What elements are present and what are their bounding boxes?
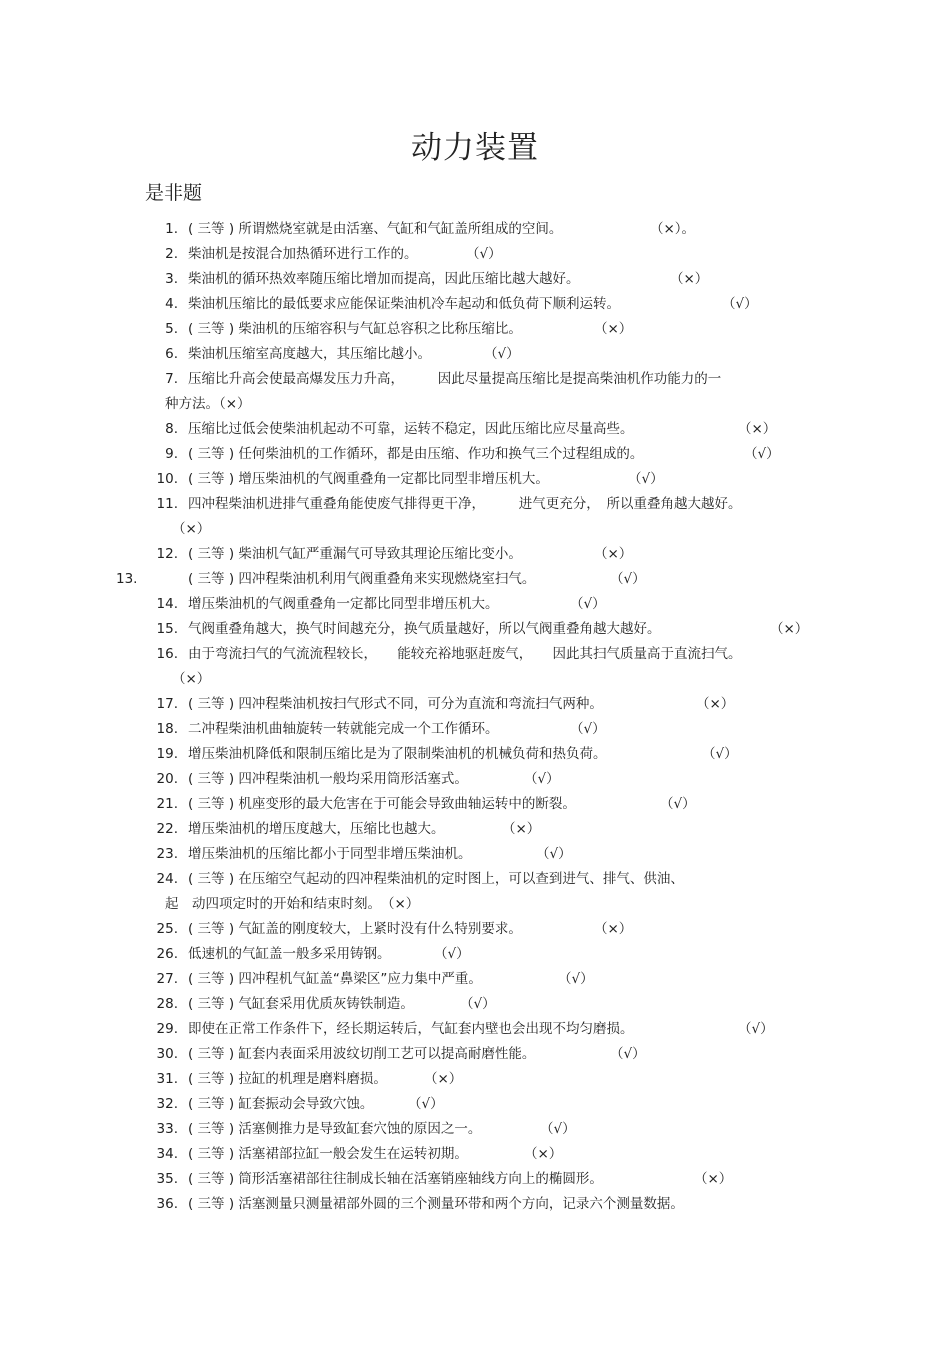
answer-mark: （√） (744, 446, 780, 462)
question-text: ( 三等 ) 任何柴油机的工作循环，都是由压缩、作功和换气三个过程组成的。 (188, 446, 644, 462)
answer-mark: （×） (694, 1171, 733, 1187)
answer-mark: （×） (670, 271, 709, 287)
question-number: 15. (156, 621, 178, 637)
question-item (0, 617, 950, 642)
question-number: 34. (156, 1146, 178, 1162)
question-item (0, 692, 950, 717)
question-item (0, 642, 950, 692)
answer-mark: （×） (424, 1071, 463, 1087)
question-item (0, 842, 950, 867)
answer-mark: （√） (460, 996, 496, 1012)
question-text: ( 三等 ) 四冲程柴油机按扫气形式不同，可分为直流和弯流扫气两种。 (188, 696, 603, 712)
question-item (0, 742, 950, 767)
question-text: 柴油机压缩比的最低要求应能保证柴油机冷车起动和低负荷下顺利运转。 (188, 296, 620, 312)
question-item (0, 792, 950, 817)
question-number: 23. (156, 846, 178, 862)
question-item (0, 542, 950, 567)
answer-mark: （√） (628, 471, 664, 487)
question-number: 22. (156, 821, 178, 837)
answer-mark: （√） (570, 721, 606, 737)
question-text: 压缩比过低会使柴油机起动不可靠，运转不稳定，因此压缩比应尽量高些。 (188, 421, 634, 437)
question-item (0, 317, 950, 342)
question-number: 7. (165, 371, 178, 387)
question-item (0, 342, 950, 367)
question-number: 14. (156, 596, 178, 612)
question-text: 增压柴油机降低和限制压缩比是为了限制柴油机的机械负荷和热负荷。 (188, 746, 607, 762)
question-text: ( 三等 ) 活塞测量只测量裙部外圆的三个测量环带和两个方向，记录六个测量数据。 (188, 1196, 684, 1212)
question-item (0, 417, 950, 442)
question-number: 27. (156, 971, 178, 987)
question-text: ( 三等 ) 在压缩空气起动的四冲程柴油机的定时图上，可以查到进气、排气、供油、 (188, 871, 684, 887)
question-item (0, 817, 950, 842)
question-text: 压缩比升高会使最高爆发压力升高， 因此尽量提高压缩比是提高柴油机作功能力的一 (188, 371, 722, 387)
question-text: ( 三等 ) 缸套振动会导致穴蚀。 (188, 1096, 374, 1112)
question-item (0, 1067, 950, 1092)
question-number: 30. (156, 1046, 178, 1062)
question-text: 增压柴油机的气阀重叠角一定都比同型非增压机大。 (188, 596, 499, 612)
question-item (0, 567, 950, 592)
answer-mark: （√） (434, 946, 470, 962)
question-number: 18. (156, 721, 178, 737)
question-item (0, 717, 950, 742)
question-text: ( 三等 ) 增压柴油机的气阀重叠角一定都比同型非增压机大。 (188, 471, 549, 487)
answer-mark: （√） (610, 571, 646, 587)
question-item (0, 1142, 950, 1167)
question-text: 二冲程柴油机曲轴旋转一转就能完成一个工作循环。 (188, 721, 499, 737)
question-number: 24. (156, 871, 178, 887)
section-heading: 是非题 (145, 182, 203, 204)
question-item (0, 367, 950, 417)
question-number: 1. (165, 221, 178, 237)
question-number: 3. (165, 271, 178, 287)
question-number: 6. (165, 346, 178, 362)
question-text: ( 三等 ) 柴油机的压缩容积与气缸总容积之比称压缩比。 (188, 321, 522, 337)
answer-mark: （×） (502, 821, 541, 837)
answer-mark: （×） (738, 421, 777, 437)
question-text: 柴油机是按混合加热循环进行工作的。 (188, 246, 418, 262)
question-item (0, 267, 950, 292)
question-text: ( 三等 ) 气缸盖的刚度较大，上紧时没有什么特别要求。 (188, 921, 522, 937)
question-number: 26. (156, 946, 178, 962)
question-text-continued: （×） (172, 521, 211, 537)
answer-mark: （√） (738, 1021, 774, 1037)
answer-mark: （√） (660, 796, 696, 812)
question-number: 28. (156, 996, 178, 1012)
answer-mark: （×） (594, 546, 633, 562)
question-text-continued: 种方法。（×） (165, 396, 251, 412)
question-text: 低速机的气缸盖一般多采用铸钢。 (188, 946, 391, 962)
answer-mark: （√） (540, 1121, 576, 1137)
question-text: 气阀重叠角越大，换气时间越充分，换气质量越好，所以气阀重叠角越大越好。 (188, 621, 661, 637)
question-text: ( 三等 ) 活塞裙部拉缸一般会发生在运转初期。 (188, 1146, 468, 1162)
question-number: 35. (156, 1171, 178, 1187)
question-item (0, 467, 950, 492)
question-item (0, 942, 950, 967)
question-number: 19. (156, 746, 178, 762)
question-number: 33. (156, 1121, 178, 1137)
question-item (0, 1042, 950, 1067)
question-number: 8. (165, 421, 178, 437)
question-text: ( 三等 ) 四冲程柴油机利用气阀重叠角来实现燃烧室扫气。 (188, 571, 536, 587)
question-number: 13. (116, 571, 138, 587)
question-number: 29. (156, 1021, 178, 1037)
question-number: 36. (156, 1196, 178, 1212)
question-number: 25. (156, 921, 178, 937)
question-text: ( 三等 ) 缸套内表面采用波纹切削工艺可以提高耐磨性能。 (188, 1046, 536, 1062)
question-list (0, 217, 950, 1217)
question-number: 21. (156, 796, 178, 812)
question-text: 柴油机压缩室高度越大，其压缩比越小。 (188, 346, 431, 362)
answer-mark: （×） (770, 621, 809, 637)
question-item (0, 767, 950, 792)
question-item (0, 967, 950, 992)
question-number: 20. (156, 771, 178, 787)
question-item (0, 1192, 950, 1217)
answer-mark: （√） (408, 1096, 444, 1112)
question-number: 12. (156, 546, 178, 562)
answer-mark: （×） (696, 696, 735, 712)
question-number: 17. (156, 696, 178, 712)
question-number: 4. (165, 296, 178, 312)
question-text: ( 三等 ) 四冲程柴油机一般均采用筒形活塞式。 (188, 771, 468, 787)
answer-mark: （√） (536, 846, 572, 862)
question-item (0, 867, 950, 917)
question-item (0, 1117, 950, 1142)
question-text-continued: 起 动四项定时的开始和结束时刻。 （×） (165, 896, 420, 912)
question-text: ( 三等 ) 机座变形的最大危害在于可能会导致曲轴运转中的断裂。 (188, 796, 576, 812)
question-text: ( 三等 ) 活塞侧推力是导致缸套穴蚀的原因之一。 (188, 1121, 482, 1137)
question-text: 四冲程柴油机进排气重叠角能使废气排得更干净， 进气更充分， 所以重叠角越大越好。 (188, 496, 742, 512)
question-number: 11. (156, 496, 178, 512)
question-item (0, 217, 950, 242)
answer-mark: （×） (594, 321, 633, 337)
answer-mark: （×）。 (650, 221, 696, 237)
question-number: 2. (165, 246, 178, 262)
question-number: 9. (165, 446, 178, 462)
answer-mark: （√） (484, 346, 520, 362)
question-item (0, 917, 950, 942)
question-item (0, 292, 950, 317)
question-text: ( 三等 ) 筒形活塞裙部往往制成长轴在活塞销座轴线方向上的椭圆形。 (188, 1171, 603, 1187)
question-text: 由于弯流扫气的气流流程较长， 能较充裕地驱赶废气， 因此其扫气质量高于直流扫气。 (188, 646, 742, 662)
question-text: ( 三等 ) 气缸套采用优质灰铸铁制造。 (188, 996, 414, 1012)
answer-mark: （√） (570, 596, 606, 612)
question-item (0, 242, 950, 267)
question-number: 16. (156, 646, 178, 662)
question-item (0, 492, 950, 542)
answer-mark: （√） (558, 971, 594, 987)
question-item (0, 1017, 950, 1042)
question-number: 10. (156, 471, 178, 487)
question-item (0, 592, 950, 617)
question-text: ( 三等 ) 四冲程机气缸盖“鼻梁区”应力集中严重。 (188, 971, 482, 987)
question-number: 5. (165, 321, 178, 337)
answer-mark: （×） (594, 921, 633, 937)
question-text: 增压柴油机的压缩比都小于同型非增压柴油机。 (188, 846, 472, 862)
page-title: 动力装置 (411, 130, 539, 166)
question-text: 即使在正常工作条件下，经长期运转后，气缸套内壁也会出现不均匀磨损。 (188, 1021, 634, 1037)
question-item (0, 1092, 950, 1117)
answer-mark: （√） (610, 1046, 646, 1062)
question-text: ( 三等 ) 柴油机气缸严重漏气可导致其理论压缩比变小。 (188, 546, 522, 562)
question-text: ( 三等 ) 拉缸的机理是磨料磨损。 (188, 1071, 387, 1087)
answer-mark: （√） (524, 771, 560, 787)
question-item (0, 442, 950, 467)
answer-mark: （√） (702, 746, 738, 762)
question-text: ( 三等 ) 所谓燃烧室就是由活塞、气缸和气缸盖所组成的空间。 (188, 221, 563, 237)
answer-mark: （√） (466, 246, 502, 262)
answer-mark: （×） (524, 1146, 563, 1162)
question-text: 增压柴油机的增压度越大，压缩比也越大。 (188, 821, 445, 837)
question-number: 31. (156, 1071, 178, 1087)
question-number: 32. (156, 1096, 178, 1112)
question-text: 柴油机的循环热效率随压缩比增加而提高，因此压缩比越大越好。 (188, 271, 580, 287)
question-text-continued: （×） (172, 671, 211, 687)
question-item (0, 992, 950, 1017)
question-item (0, 1167, 950, 1192)
answer-mark: （√） (722, 296, 758, 312)
